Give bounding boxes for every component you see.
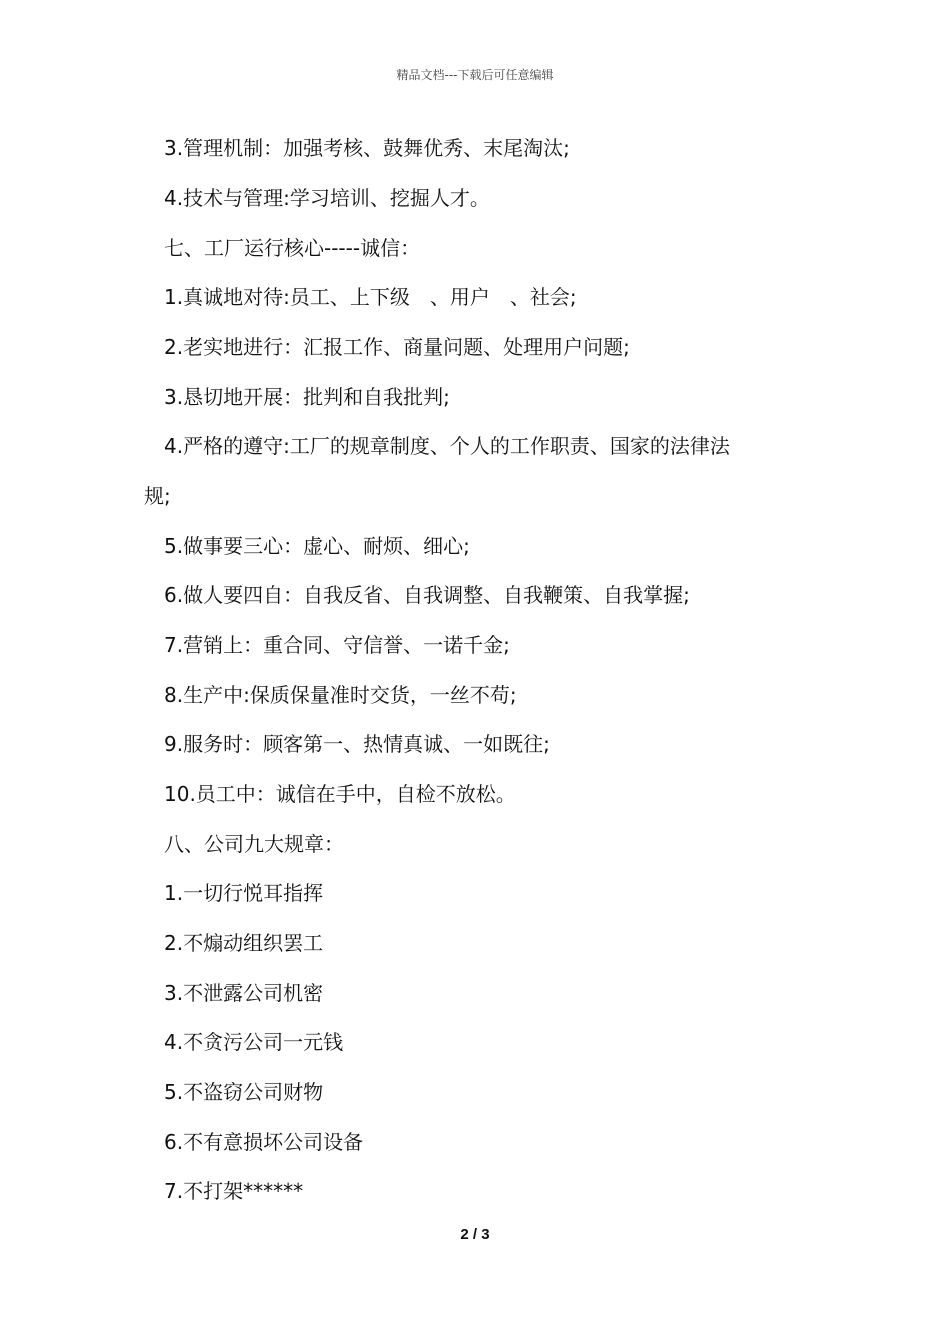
paragraph-line: 4.技术与管理:学习培训、挖掘人才。 xyxy=(164,186,490,210)
paragraph-line: 7.不打架****** xyxy=(164,1179,304,1203)
section-heading: 七、工厂运行核心-----诚信： xyxy=(164,236,421,260)
paragraph-line: 9.服务时：顾客第一、热情真诚、一如既往; xyxy=(164,732,550,756)
paragraph-line: 5.不盗窃公司财物 xyxy=(164,1080,324,1104)
paragraph-line: 6.不有意损坏公司设备 xyxy=(164,1130,364,1154)
section-heading: 八、公司九大规章： xyxy=(164,832,344,856)
paragraph-line-continuation: 规; xyxy=(144,484,171,508)
paragraph-line: 3.管理机制：加强考核、鼓舞优秀、末尾淘汰; xyxy=(164,136,570,160)
paragraph-line: 7.营销上：重合同、守信誉、一诺千金; xyxy=(164,633,510,657)
paragraph-line: 1.真诚地对待:员工、上下级 、用户 、社会; xyxy=(164,285,577,309)
paragraph-line: 10.员工中：诚信在手中，自检不放松。 xyxy=(164,782,516,806)
paragraph-line: 3.不泄露公司机密 xyxy=(164,981,324,1005)
paragraph-line: 4.严格的遵守:工厂的规章制度、个人的工作职责、国家的法律法 xyxy=(164,434,730,458)
paragraph-line: 3.恳切地开展：批判和自我批判; xyxy=(164,385,450,409)
paragraph-line: 6.做人要四自：自我反省、自我调整、自我鞭策、自我掌握; xyxy=(164,583,690,607)
paragraph-line: 1.一切行悦耳指挥 xyxy=(164,881,324,905)
page-header: 精品文档---下载后可任意编辑 xyxy=(396,68,554,82)
paragraph-line: 2.不煽动组织罢工 xyxy=(164,931,324,955)
page-number: 2 / 3 xyxy=(460,1226,490,1243)
paragraph-line: 5.做事要三心：虚心、耐烦、细心; xyxy=(164,534,470,558)
paragraph-line: 8.生产中:保质保量准时交货，一丝不苟; xyxy=(164,683,517,707)
paragraph-line: 4.不贪污公司一元钱 xyxy=(164,1030,344,1054)
paragraph-line: 2.老实地进行：汇报工作、商量问题、处理用户问题; xyxy=(164,335,630,359)
